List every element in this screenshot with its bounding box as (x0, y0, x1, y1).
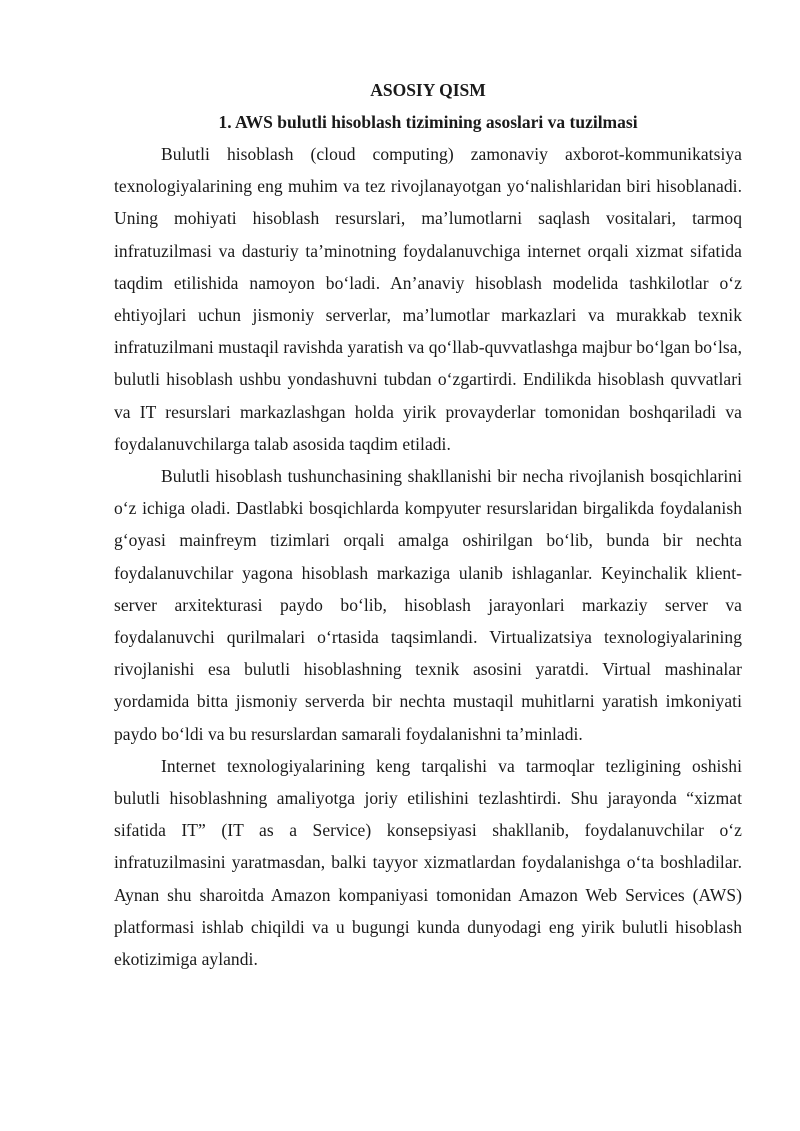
paragraph-1: Bulutli hisoblash (cloud computing) zamonaviy axborot-kommunikatsiya texnologiyalarining eng muhim va tez rivojlanayotgan yo‘nalishlaridan biri hisoblanadi. Uning mohiyati hisoblash resurslari, ma’lumotlarni saqlash vositalari, tarmoq infratuzilmasi va dasturiy ta’minotning foydalanuvchiga internet orqali xizmat sifatida taqdim etilishida namoyon bo‘ladi. An’anaviy hisoblash modelida tashkilotlar o‘z ehtiyojlari uchun jismoniy serverlar, ma’lumotlar markazlari va murakkab texnik infratuzilmani mustaqil ravishda yaratish va qo‘llab-quvvatlashga majbur bo‘lgan bo‘lsa, bulutli hisoblash ushbu yondashuvni tubdan o‘zgartirdi. Endilikda hisoblash quvvatlari va IT resurslari markazlashgan holda yirik provayderlar tomonidan boshqariladi va foydalanuvchilarga talab asosida taqdim etiladi. (114, 144, 742, 454)
subsection-title: 1. AWS bulutli hisoblash tizimining asoslari va tuzilmasi (218, 112, 638, 132)
section-title: ASOSIY QISM (370, 80, 486, 100)
paragraph-3: Internet texnologiyalarining keng tarqalishi va tarmoqlar tezligining oshishi bulutli hisoblashning amaliyotga joriy etilishini tezlashtirdi. Shu jarayonda “xizmat sifatida IT” (IT as a Service) konsepsiyasi shakllanib, foydalanuvchilar o‘z infratuzilmasini yaratmasdan, balki tayyor xizmatlardan foydalanishga o‘ta boshladilar. Aynan shu sharoitda Amazon kompaniyasi tomonidan Amazon Web Services (AWS) platformasi ishlab chiqildi va u bugungi kunda dunyodagi eng yirik bulutli hisoblash ekotizimiga aylandi. (114, 755, 742, 970)
paragraph-2: Bulutli hisoblash tushunchasining shakllanishi bir necha rivojlanish bosqichlarini o‘z ichiga oladi. Dastlabki bosqichlarda kompyuter resurslaridan birgalikda foydalanish g‘oyasi mainfreym tizimlari orqali amalga oshirilgan bo‘lib, bunda bir nechta foydalanuvchilar yagona hisoblash markaziga ulanib ishlaganlar. Keyinchalik klient-server arxitekturasi paydo bo‘lib, hisoblash jarayonlari markaziy server va foydalanuvchi qurilmalari o‘rtasida taqsimlandi. Virtualizatsiya texnologiyalarining rivojlanishi esa bulutli hisoblashning texnik asosini yaratdi. Virtual mashinalar yordamida bitta jismoniy serverda bir nechta mustaqil muhitlarni yaratish imkoniyati paydo bo‘ldi va bu resurslardan samarali foydalanishni ta’minladi. (114, 466, 742, 744)
document-page (114, 74, 742, 975)
